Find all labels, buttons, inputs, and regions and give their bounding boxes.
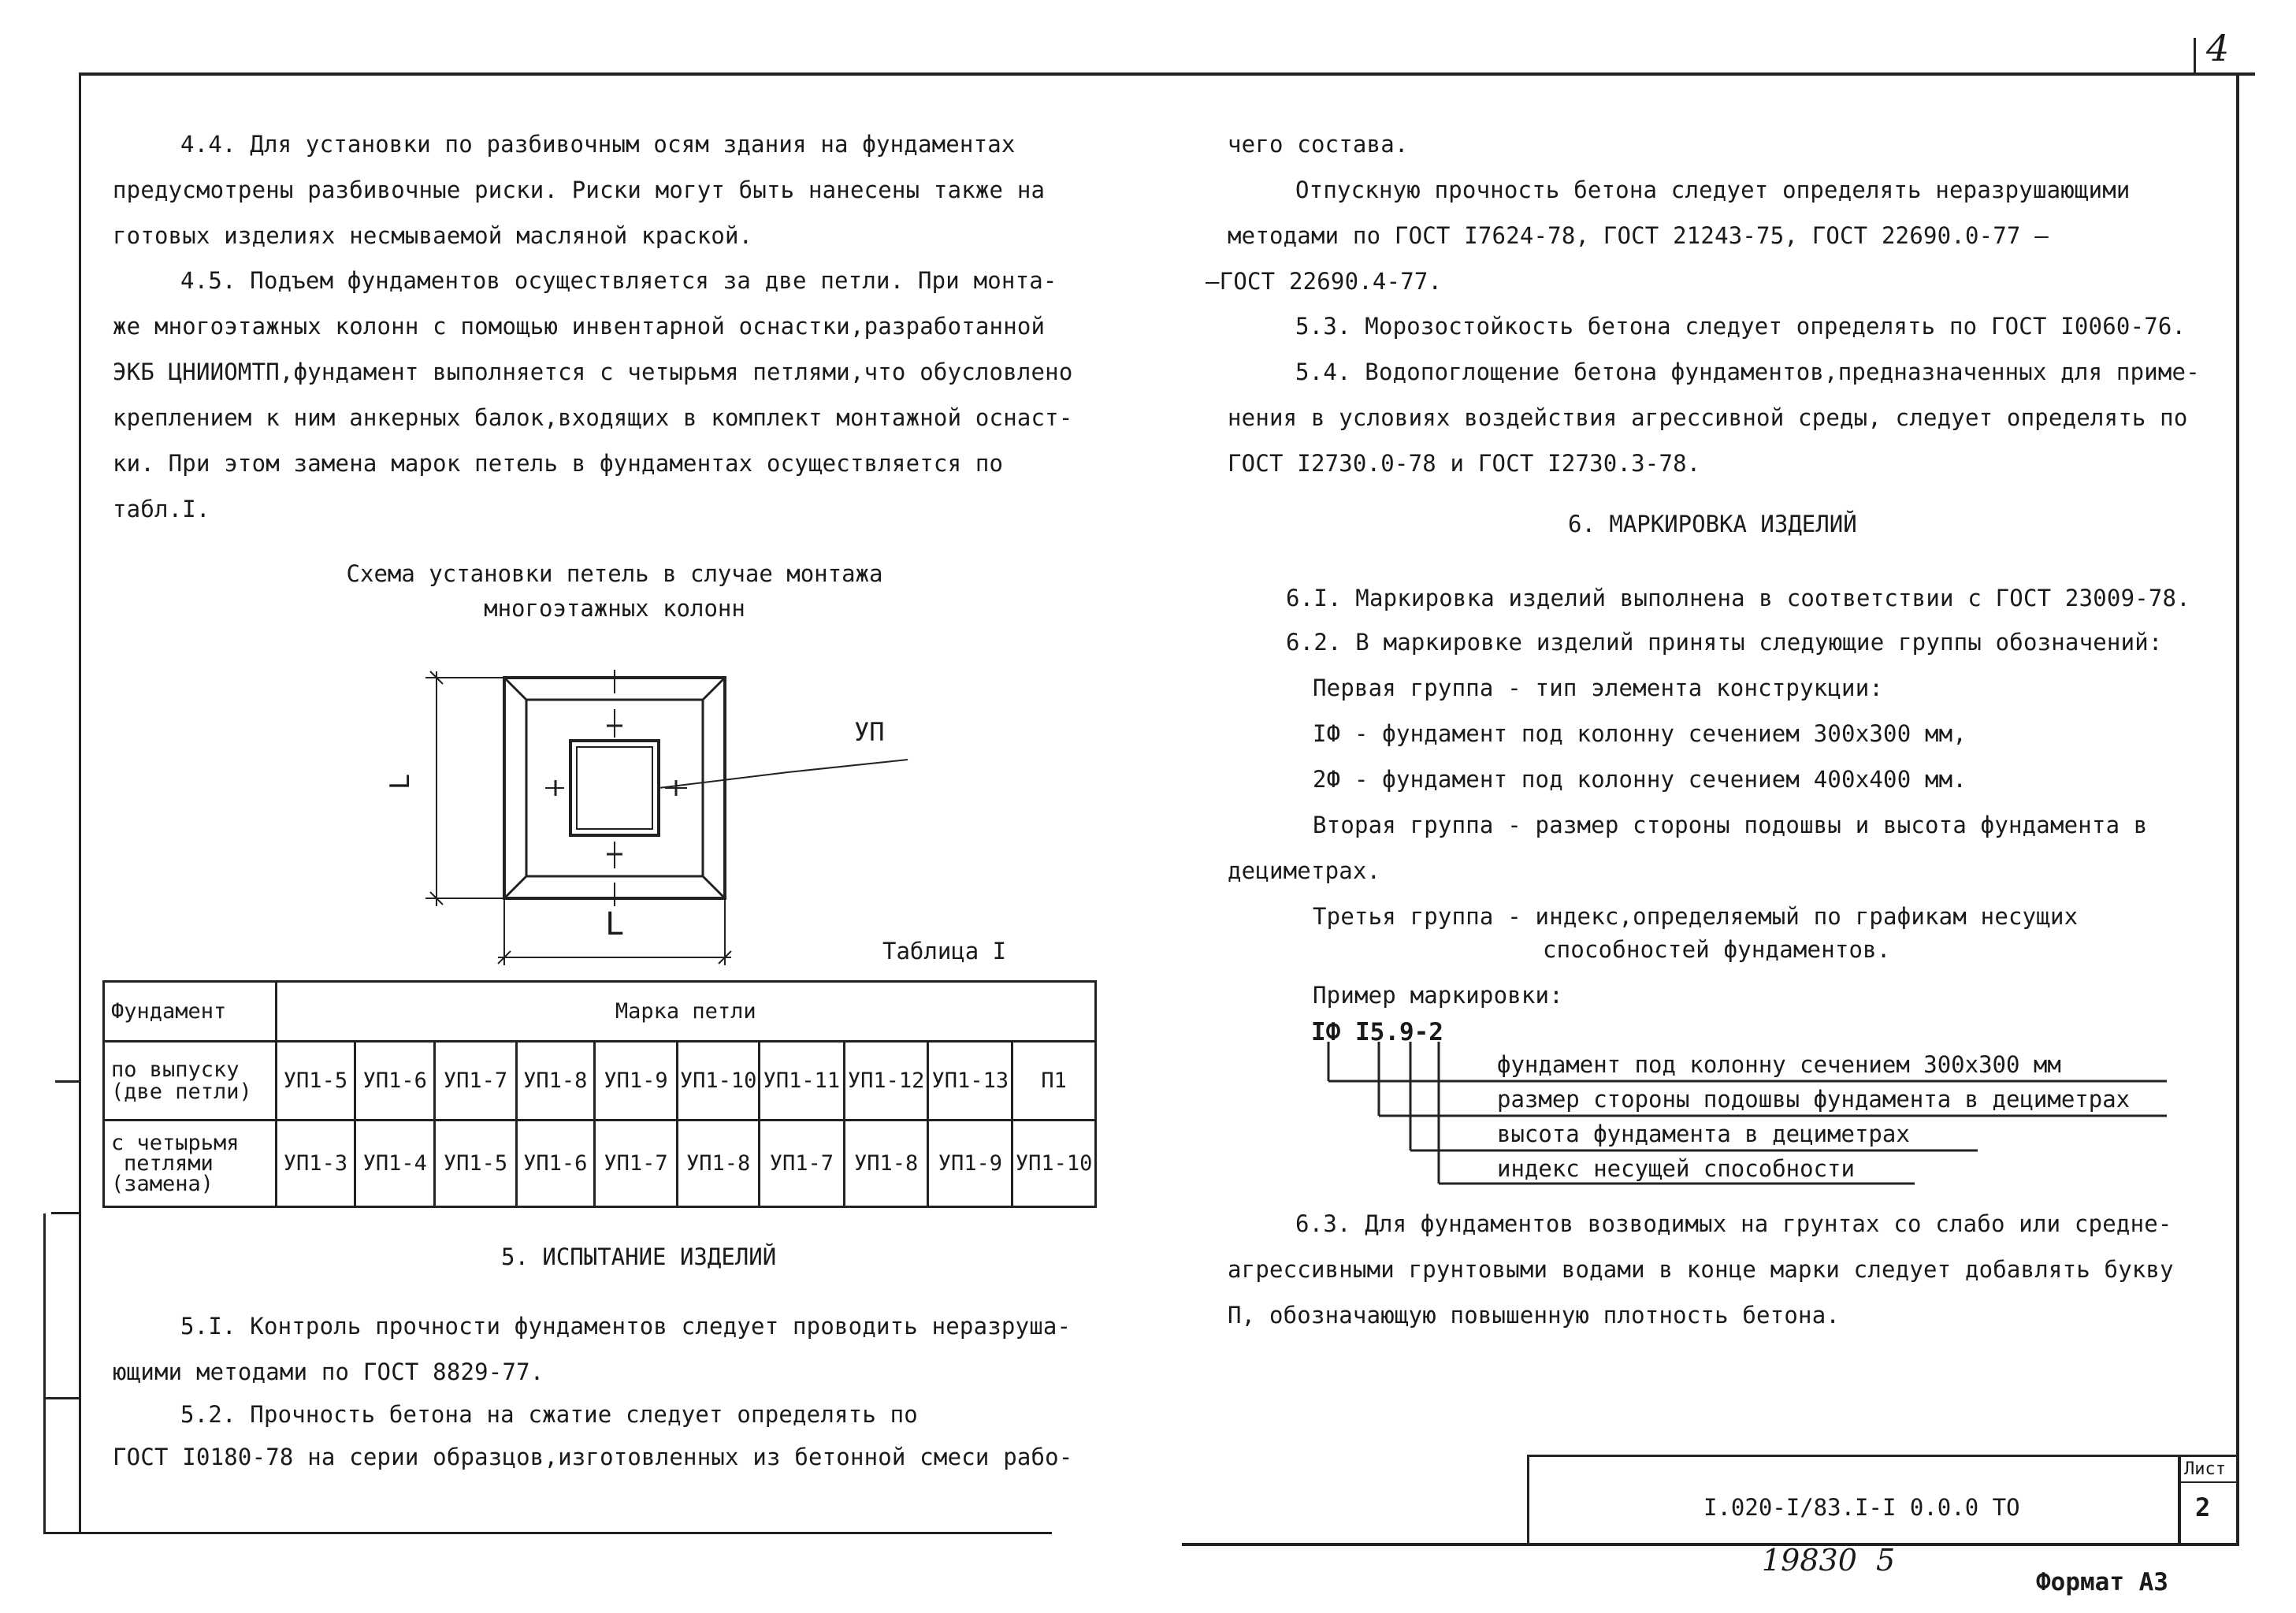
table-cell: УП1-4 xyxy=(355,1121,435,1207)
marking-legend-3: высота фундамента в дециметрах xyxy=(1497,1121,1910,1147)
table-cell: УП1-10 xyxy=(1012,1121,1096,1207)
title-block-sheet-label-line xyxy=(2178,1481,2239,1483)
binding-margin-line xyxy=(43,1213,46,1533)
table-cell: УП1-7 xyxy=(594,1121,678,1207)
paragraph-6-2 xyxy=(1228,619,2163,1018)
paragraph-5-2 xyxy=(113,1393,1073,1478)
table-cell: УП1-11 xyxy=(760,1042,845,1121)
sheet-format: Формат А3 xyxy=(2036,1568,2168,1596)
text-line: П, обозначающую повышенную плотность бетона. xyxy=(1228,1302,1841,1329)
text-line: ки. При этом замена марок петель в фундаментах осуществляется по xyxy=(113,450,1004,477)
title-block-left xyxy=(1527,1455,1529,1546)
text-line: 6.2. В маркировке изделий приняты следующие группы обозначений: xyxy=(1286,629,2163,656)
paragraph-6-3 xyxy=(1228,1201,2174,1338)
text-line: ЭКБ ЦНИИОМТП,фундамент выполняется с четырьмя петлями,что обусловлено xyxy=(113,359,1073,385)
text-line: Вторая группа - размер стороны подошвы и высота фундамента в xyxy=(1313,812,2148,838)
frame-top xyxy=(79,72,2255,76)
frame-bottom-right xyxy=(1182,1543,2239,1546)
caption-line: многоэтажных колонн xyxy=(484,595,745,622)
text-line: 4.5. Подъем фундаментов осуществляется за две петли. При монта- xyxy=(180,267,1057,294)
table-header-foundation: Фундамент xyxy=(104,982,277,1042)
loop-replacement-table xyxy=(102,980,1097,1208)
paragraph-5-4 xyxy=(1228,349,2200,486)
table-cell: УП1-8 xyxy=(678,1121,760,1207)
marking-legend-2: размер стороны подошвы фундамента в дециметрах xyxy=(1497,1086,2131,1113)
loop-installation-scheme xyxy=(378,662,946,969)
text-line: табл.I. xyxy=(113,496,210,522)
table-row-label xyxy=(104,1121,277,1207)
text-line: креплением к ним анкерных балок,входящих в комплект монтажной оснаст- xyxy=(113,404,1073,431)
marking-example: IФ I5.9-2 xyxy=(1311,1018,1443,1046)
table-cell: П1 xyxy=(1012,1042,1096,1121)
text-line: Пример маркировки: xyxy=(1313,982,1563,1009)
paragraph-6-1 xyxy=(1286,575,2190,621)
paragraph-5-1 xyxy=(113,1303,1071,1395)
text-line: же многоэтажных колонн с помощью инвентарной оснастки,разработанной xyxy=(113,313,1046,340)
binding-tick-3 xyxy=(43,1397,80,1399)
table-cell: УП1-3 xyxy=(276,1121,355,1207)
text-line: 5.3. Морозостойкость бетона следует определять по ГОСТ I0060-76. xyxy=(1295,313,2186,340)
table-row-label xyxy=(104,1042,277,1121)
marking-legend-1: фундамент под колонну сечением 300x300 мм xyxy=(1497,1051,2061,1078)
text-line: Третья группа - индекс,определяемый по графикам несущих xyxy=(1313,903,2079,930)
text-line: —ГОСТ 22690.4-77. xyxy=(1206,268,1443,295)
sheet-number: 2 xyxy=(2195,1492,2211,1522)
table-cell: УП1-9 xyxy=(928,1121,1012,1207)
text-line: 6.I. Маркировка изделий выполнена в соответствии с ГОСТ 23009-78. xyxy=(1286,585,2190,611)
text-line: IФ - фундамент под колонну сечением 300x300 мм, xyxy=(1313,720,1967,747)
text-line: 2Ф - фундамент под колонну сечением 400x400 мм. xyxy=(1313,766,1967,793)
paragraph-4-5 xyxy=(113,258,1073,532)
caption-line: Схема установки петель в случае монтажа xyxy=(346,560,883,587)
text-line: 5.4. Водопоглощение бетона фундаментов,предназначенных для приме- xyxy=(1295,359,2200,385)
label-line: петлями xyxy=(124,1150,214,1176)
text-line: чего состава. xyxy=(1228,131,1409,158)
text-line: агрессивными грунтовыми водами в конце марки следует добавлять букву xyxy=(1228,1256,2174,1283)
text-line: ющими методами по ГОСТ 8829-77. xyxy=(113,1358,544,1385)
title-block-sheet-divider xyxy=(2178,1455,2181,1546)
binding-tick-1 xyxy=(55,1080,80,1083)
section-6-title: 6. МАРКИРОВКА ИЗДЕЛИЙ xyxy=(1568,511,1857,537)
text-line: 4.4. Для установки по разбивочным осям здания на фундаментах xyxy=(180,131,1016,158)
document-code: I.020-I/83.I-I 0.0.0 ТО xyxy=(1703,1494,2020,1521)
table-cell: УП1-12 xyxy=(844,1042,928,1121)
section-5-title: 5. ИСПЫТАНИЕ ИЗДЕЛИЙ xyxy=(501,1243,777,1270)
table-cell: УП1-13 xyxy=(928,1042,1012,1121)
text-line: ГОСТ I0180-78 на серии образцов,изготовленных из бетонной смеси рабо- xyxy=(113,1444,1073,1470)
table-cell: УП1-6 xyxy=(516,1121,594,1207)
sheet-label: Лист xyxy=(2184,1459,2226,1479)
binding-tick-2 xyxy=(51,1212,80,1214)
table-cell: УП1-10 xyxy=(678,1042,760,1121)
frame-left xyxy=(79,72,81,1532)
table-cell: УП1-6 xyxy=(355,1042,435,1121)
text-line: дециметрах. xyxy=(1228,857,1381,884)
scheme-dim-horizontal-label: L xyxy=(605,906,625,942)
text-line: готовых изделиях несмываемой масляной краской. xyxy=(113,222,753,249)
text-line: ГОСТ I2730.0-78 и ГОСТ I2730.3-78. xyxy=(1228,450,1701,477)
table-cell: УП1-7 xyxy=(435,1042,517,1121)
label-line: (две петли) xyxy=(111,1079,252,1104)
text-line: 5.2. Прочность бетона на сжатие следует определять по xyxy=(180,1401,918,1428)
page-number-tick xyxy=(2194,38,2196,72)
scheme-leader-label: УП xyxy=(854,717,885,747)
text-line: Отпускную прочность бетона следует определять неразрушающими xyxy=(1295,177,2131,203)
text-line: способностей фундаментов. xyxy=(1543,936,1891,963)
label-line: по выпуску xyxy=(111,1057,240,1082)
handwritten-number: 19830 5 xyxy=(1762,1543,1896,1578)
text-line: 5.I. Контроль прочности фундаментов следует проводить неразруша- xyxy=(180,1313,1072,1340)
table-cell: УП1-5 xyxy=(435,1121,517,1207)
frame-bottom-left xyxy=(43,1532,1052,1534)
scheme-dim-vertical-label: L xyxy=(385,773,417,790)
table-cell: УП1-5 xyxy=(276,1042,355,1121)
text-line: методами по ГОСТ I7624-78, ГОСТ 21243-75, ГОСТ 22690.0-77 — xyxy=(1228,222,2049,249)
frame-right xyxy=(2236,72,2239,1546)
label-line: (замена) xyxy=(111,1171,214,1196)
title-block-top xyxy=(1527,1455,2239,1457)
text-line: 6.3. Для фундаментов возводимых на грунтах со слабо или средне- xyxy=(1295,1210,2172,1237)
paragraph-continuation xyxy=(1206,121,2131,304)
text-line: нения в условиях воздействия агрессивной среды, следует определять по xyxy=(1228,404,2188,431)
table-cell: УП1-8 xyxy=(844,1121,928,1207)
page-number: 4 xyxy=(2206,27,2230,69)
table-cell: УП1-9 xyxy=(594,1042,678,1121)
paragraph-4-4 xyxy=(113,121,1045,258)
marking-legend-4: индекс несущей способности xyxy=(1497,1155,1855,1182)
table-cell: УП1-7 xyxy=(760,1121,845,1207)
label-line: с четырьмя xyxy=(111,1130,240,1155)
table-header-loop-mark: Марка петли xyxy=(276,982,1095,1042)
text-line: Первая группа - тип элемента конструкции: xyxy=(1313,675,1884,701)
table-cell: УП1-8 xyxy=(516,1042,594,1121)
text-line: предусмотрены разбивочные риски. Риски могут быть нанесены также на xyxy=(113,177,1046,203)
scheme-caption xyxy=(299,556,930,626)
paragraph-5-3 xyxy=(1295,303,2186,349)
table-title: Таблица I xyxy=(882,938,1007,964)
